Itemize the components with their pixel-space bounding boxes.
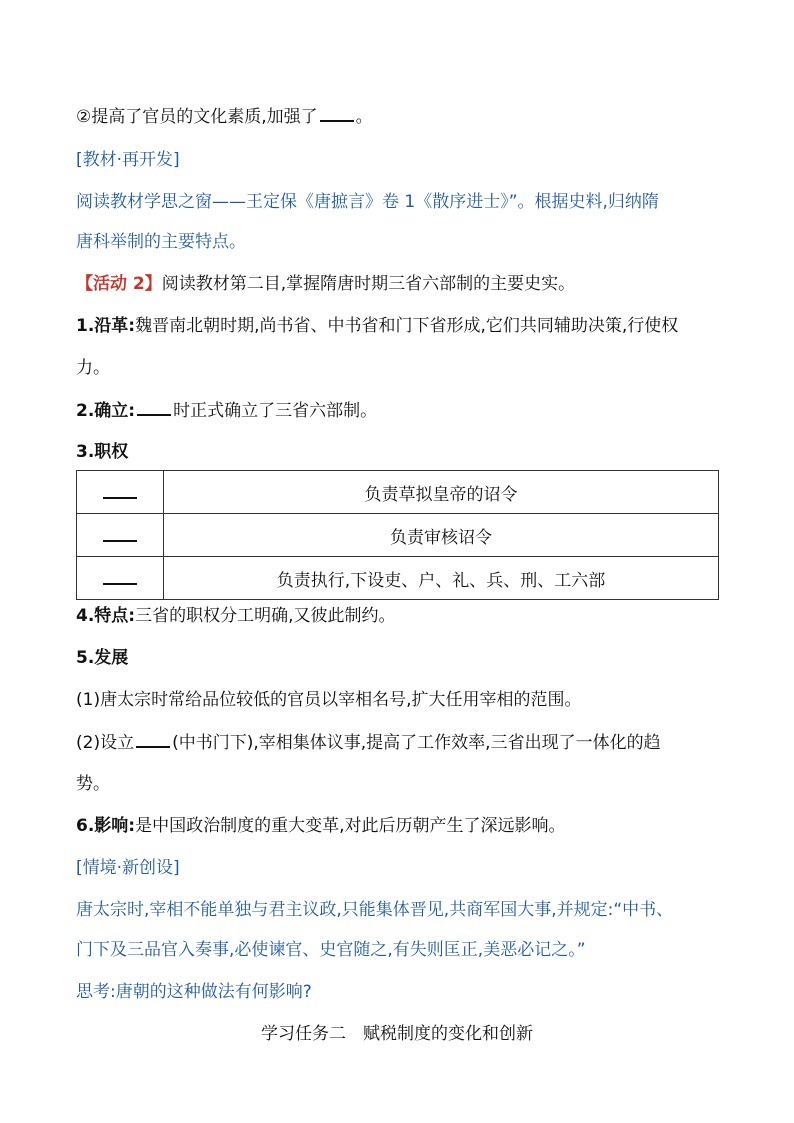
point-6-label: 6.影响: [76,816,136,836]
task-title: 学习任务二 赋税制度的变化和创新 [261,1024,533,1044]
point-4-text: 三省的职权分工明确,又彼此制约。 [135,606,396,626]
point-1-label: 1.沿革: [76,316,136,336]
point-1-cont: 力。 [76,358,110,378]
section-tag-scenario: [情境·新创设] [76,858,180,878]
think-question: 思考:唐朝的这种做法有何影响? [76,982,312,1002]
table-cell-duty: 负责草拟皇帝的诏令 [164,471,719,514]
point-4 [76,604,396,628]
point-5-2-cont: 势。 [76,774,110,794]
point-2 [76,398,377,423]
scenario-line2: 门下及三品官入奏事,必使谏官、史官随之,有失则匡正,美恶必记之。” [76,940,586,960]
fill-blank[interactable] [137,398,171,416]
point-3-label: 3.职权 [76,442,129,462]
section-tag-textbook: [教材·再开发] [76,150,180,170]
point-2-text: 时正式确立了三省六部制。 [173,401,378,421]
point-1 [76,314,678,338]
textbook-paragraph-line2: 唐科举制的主要特点。 [76,232,246,252]
point-5-label: 5.发展 [76,648,129,668]
table-cell-duty: 负责执行,下设吏、户、礼、兵、刑、工六部 [164,557,719,600]
powers-table [76,470,719,600]
scenario-line1: 唐太宗时,宰相不能单独与君主议政,只能集体晋见,共商军国大事,并规定:“中书、 [76,900,674,920]
point-5-2 [76,730,661,755]
activity-text: 阅读教材第二目,掌握隋唐时期三省六部制的主要史实。 [161,274,576,294]
point-1-text: 魏晋南北朝时期,尚书省、中书省和门下省形成,它们共同辅助决策,行使权 [135,316,679,336]
table-cell-blank[interactable] [77,557,164,600]
table-row [77,514,719,557]
fill-blank[interactable] [103,524,137,542]
point-6 [76,814,566,838]
fill-blank[interactable] [136,730,170,748]
table-cell-blank[interactable] [77,514,164,557]
text-end: 。 [355,107,373,127]
textbook-paragraph-line1: 阅读教材学思之窗——王定保《唐摭言》卷 1《散序进士》”。根据史料,归纳隋 [76,192,659,212]
activity-2-line [76,272,575,296]
table-row [77,471,719,514]
point-4-label: 4.特点: [76,606,136,626]
table-cell-blank[interactable] [77,471,164,514]
point-5-2-text: (中书门下),宰相集体议事,提高了工作效率,三省出现了一体化的趋 [172,733,661,753]
point-2-label: 2.确立: [76,401,136,421]
fill-blank[interactable] [103,567,137,585]
table-row [77,557,719,600]
point-5-1: (1)唐太宗时常给品位较低的官员以宰相名号,扩大任用宰相的范围。 [76,690,582,710]
fill-blank[interactable] [103,481,137,499]
line-official-quality [76,104,373,129]
point-5-2-prefix: (2)设立 [76,733,135,753]
text: ②提高了官员的文化素质,加强了 [76,107,318,127]
activity-tag: 【活动 2】 [76,274,162,294]
table-cell-duty: 负责审核诏令 [164,514,719,557]
fill-blank[interactable] [320,104,354,122]
point-6-text: 是中国政治制度的重大变革,对此后历朝产生了深远影响。 [135,816,566,836]
